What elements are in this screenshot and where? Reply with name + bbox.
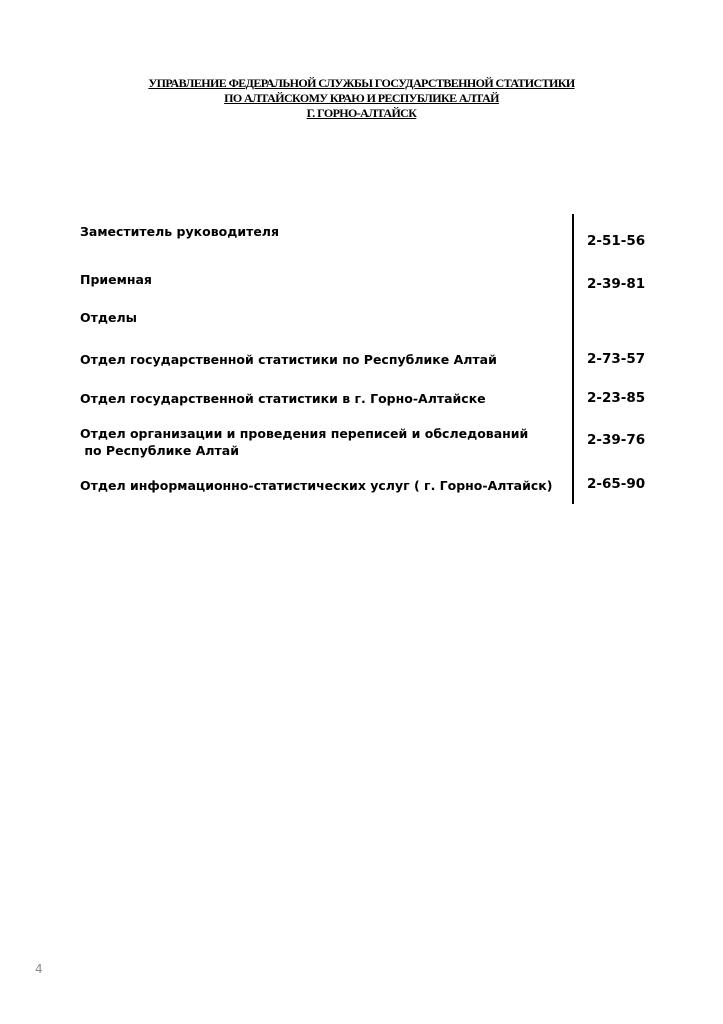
header-line-3: Г. ГОРНО-АЛТАЙСК	[306, 106, 417, 120]
page-number: 4	[35, 962, 43, 976]
entry-phone-dept-republic: 2-73-57	[587, 351, 646, 367]
entry-label-dept-census-line-2: по Республике Алтай	[80, 443, 239, 458]
entry-phone-dept-city: 2-23-85	[587, 390, 646, 406]
entry-label-dept-census-line-1: Отдел организации и проведения переписей и обследований	[80, 426, 529, 441]
entry-phone-dept-census: 2-39-76	[587, 432, 646, 448]
entry-label-dept-info-services: Отдел информационно-статистических услуг ( г. Горно-Алтайск)	[80, 478, 553, 493]
section-label-departments: Отделы	[80, 310, 137, 325]
entry-label-dept-census	[80, 425, 528, 459]
document-header	[0, 76, 723, 121]
entry-label-reception: Приемная	[80, 272, 152, 287]
entry-phone-reception: 2-39-81	[587, 276, 646, 292]
entry-label-dept-republic: Отдел государственной статистики по Республике Алтай	[80, 352, 497, 367]
entry-label-dept-city: Отдел государственной статистики в г. Горно-Алтайске	[80, 391, 486, 406]
header-line-2: ПО АЛТАЙСКОМУ КРАЮ И РЕСПУБЛИКЕ АЛТАЙ	[224, 91, 499, 105]
header-line-1: УПРАВЛЕНИЕ ФЕДЕРАЛЬНОЙ СЛУЖБЫ ГОСУДАРСТВЕННОЙ СТАТИСТИКИ	[148, 76, 575, 90]
column-divider	[572, 214, 574, 504]
entry-label-deputy-head: Заместитель руководителя	[80, 224, 279, 239]
entry-phone-dept-info-services: 2-65-90	[587, 476, 646, 492]
entry-phone-deputy-head: 2-51-56	[587, 233, 646, 249]
